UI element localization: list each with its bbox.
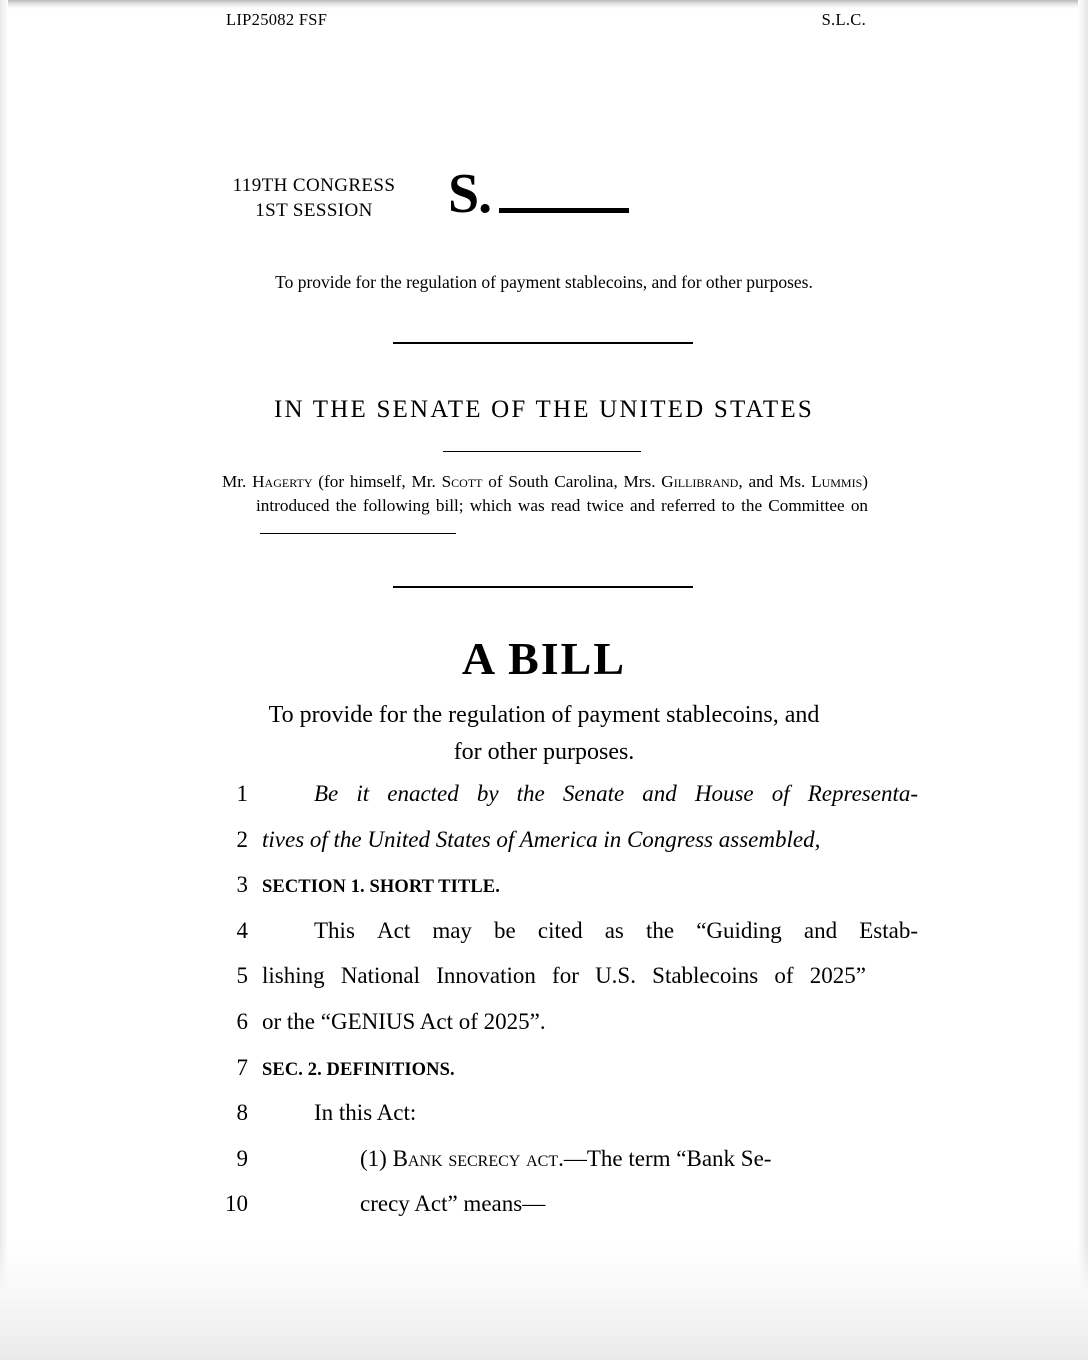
line-number: 4 bbox=[236, 917, 248, 943]
word: it bbox=[356, 781, 370, 806]
line-number: 9 bbox=[236, 1145, 248, 1171]
line-text bbox=[262, 919, 918, 943]
bill-line bbox=[0, 828, 1088, 874]
word: of bbox=[774, 963, 794, 989]
word: of bbox=[771, 781, 790, 806]
committee-blank-rule bbox=[260, 533, 456, 534]
word: as bbox=[604, 917, 624, 943]
word: be bbox=[494, 917, 516, 943]
sponsor-referral-text: referred to the Committee on bbox=[660, 496, 869, 516]
sponsor-mid-1: (for himself, Mr. bbox=[312, 472, 442, 491]
bill-subtitle-line-1: To provide for the regulation of payment stablecoins, and bbox=[268, 702, 820, 728]
sponsor-action-text: ) introduced the following bill; which was read twice and bbox=[256, 472, 868, 516]
line-text bbox=[262, 964, 866, 988]
running-header bbox=[226, 10, 866, 30]
line-text: tives of the United States of America in Congress assembled, bbox=[262, 826, 821, 852]
line-number: 10 bbox=[225, 1191, 248, 1217]
bill-header-block bbox=[218, 163, 858, 225]
sponsor-text bbox=[222, 470, 868, 543]
bill-number-blank-rule bbox=[499, 208, 629, 213]
line-number: 7 bbox=[236, 1054, 248, 1080]
page-edge-shadow-top bbox=[0, 0, 1088, 9]
word: Estab- bbox=[859, 917, 918, 943]
word: This bbox=[314, 917, 355, 943]
line-text: or the “GENIUS Act of 2025”. bbox=[262, 1008, 546, 1034]
word: National bbox=[340, 963, 421, 989]
line-text: crecy Act” means— bbox=[360, 1191, 546, 1217]
bill-subtitle-line-2: for other purposes. bbox=[453, 738, 635, 765]
line-number: 1 bbox=[236, 781, 248, 806]
congress-number: 119TH CONGRESS bbox=[232, 175, 396, 196]
chamber-heading: IN THE SENATE OF THE UNITED STATES bbox=[274, 396, 814, 423]
bill-subtitle bbox=[194, 697, 894, 770]
definition-number: (1) bbox=[360, 1145, 393, 1171]
definition-term: Bank secrecy act bbox=[392, 1145, 559, 1171]
line-number: 3 bbox=[236, 872, 248, 898]
word: Innovation bbox=[436, 963, 536, 989]
divider-rule-middle bbox=[443, 451, 641, 452]
word: “Guiding bbox=[696, 917, 782, 943]
bill-body bbox=[0, 782, 1088, 1238]
word: Representa- bbox=[807, 781, 918, 806]
line-number: 8 bbox=[236, 1100, 248, 1126]
bill-line bbox=[0, 873, 1088, 919]
bill-line bbox=[0, 919, 1088, 965]
line-text: In this Act: bbox=[314, 1100, 417, 1126]
session-number: 1ST SESSION bbox=[255, 199, 373, 221]
word: Act bbox=[377, 917, 411, 943]
header-doc-id: LIP25082 FSF bbox=[226, 10, 328, 29]
sponsor-prefix-1: Mr. bbox=[222, 472, 253, 491]
bill-line bbox=[0, 1056, 1088, 1102]
line-number: 5 bbox=[236, 963, 248, 989]
word: U.S. bbox=[595, 963, 636, 989]
word: and bbox=[642, 781, 677, 806]
sponsor-name-hagerty: Hagerty bbox=[252, 472, 313, 491]
word: cited bbox=[537, 917, 583, 943]
line-number: 6 bbox=[236, 1008, 248, 1034]
header-slc-mark: S.L.C. bbox=[821, 10, 866, 29]
bill-line bbox=[0, 1147, 1088, 1193]
divider-rule-top bbox=[393, 342, 693, 344]
bill-prefix: S. bbox=[448, 163, 492, 225]
line-text bbox=[262, 1147, 964, 1171]
word: Be bbox=[314, 781, 339, 806]
word: the bbox=[516, 781, 545, 806]
bill-line bbox=[0, 1010, 1088, 1056]
word: may bbox=[432, 917, 472, 943]
word: lishing bbox=[262, 963, 325, 989]
line-text: SECTION 1. SHORT TITLE. bbox=[262, 877, 500, 898]
bill-line bbox=[0, 1101, 1088, 1147]
line-number: 2 bbox=[236, 826, 248, 852]
word: Stablecoins bbox=[652, 963, 759, 989]
sponsor-mid-2: of South Carolina, Mrs. bbox=[482, 472, 662, 491]
divider-rule-bottom bbox=[393, 586, 693, 588]
page-edge-shadow-bottom bbox=[0, 1242, 1088, 1360]
sponsor-name-scott: Scott bbox=[441, 472, 483, 491]
purpose-line: To provide for the regulation of payment stablecoins, and for other purposes. bbox=[275, 272, 813, 292]
line-text bbox=[262, 782, 918, 806]
word: the bbox=[645, 917, 675, 943]
sponsor-prefix-2: and Ms. bbox=[748, 472, 812, 491]
word: enacted bbox=[387, 781, 459, 806]
word: 2025” bbox=[809, 963, 866, 989]
bill-number-block bbox=[448, 163, 629, 225]
sponsor-mid-3: , bbox=[738, 472, 743, 491]
word: Senate bbox=[562, 781, 625, 806]
bill-line bbox=[0, 964, 1088, 1010]
definition-body: .—The term “Bank Se- bbox=[558, 1145, 772, 1171]
bill-line bbox=[0, 782, 1088, 828]
bill-title: A BILL bbox=[461, 633, 627, 684]
sponsor-name-gillibrand: Gillibrand bbox=[661, 472, 739, 491]
word: by bbox=[476, 781, 499, 806]
line-text: SEC. 2. DEFINITIONS. bbox=[262, 1059, 455, 1080]
sponsor-block bbox=[222, 470, 868, 543]
congress-session-block bbox=[218, 168, 410, 223]
word: and bbox=[803, 917, 838, 943]
sponsor-name-lummis: Lummis bbox=[811, 472, 863, 491]
word: House bbox=[694, 781, 754, 806]
word: for bbox=[552, 963, 579, 989]
bill-line bbox=[0, 1192, 1088, 1238]
